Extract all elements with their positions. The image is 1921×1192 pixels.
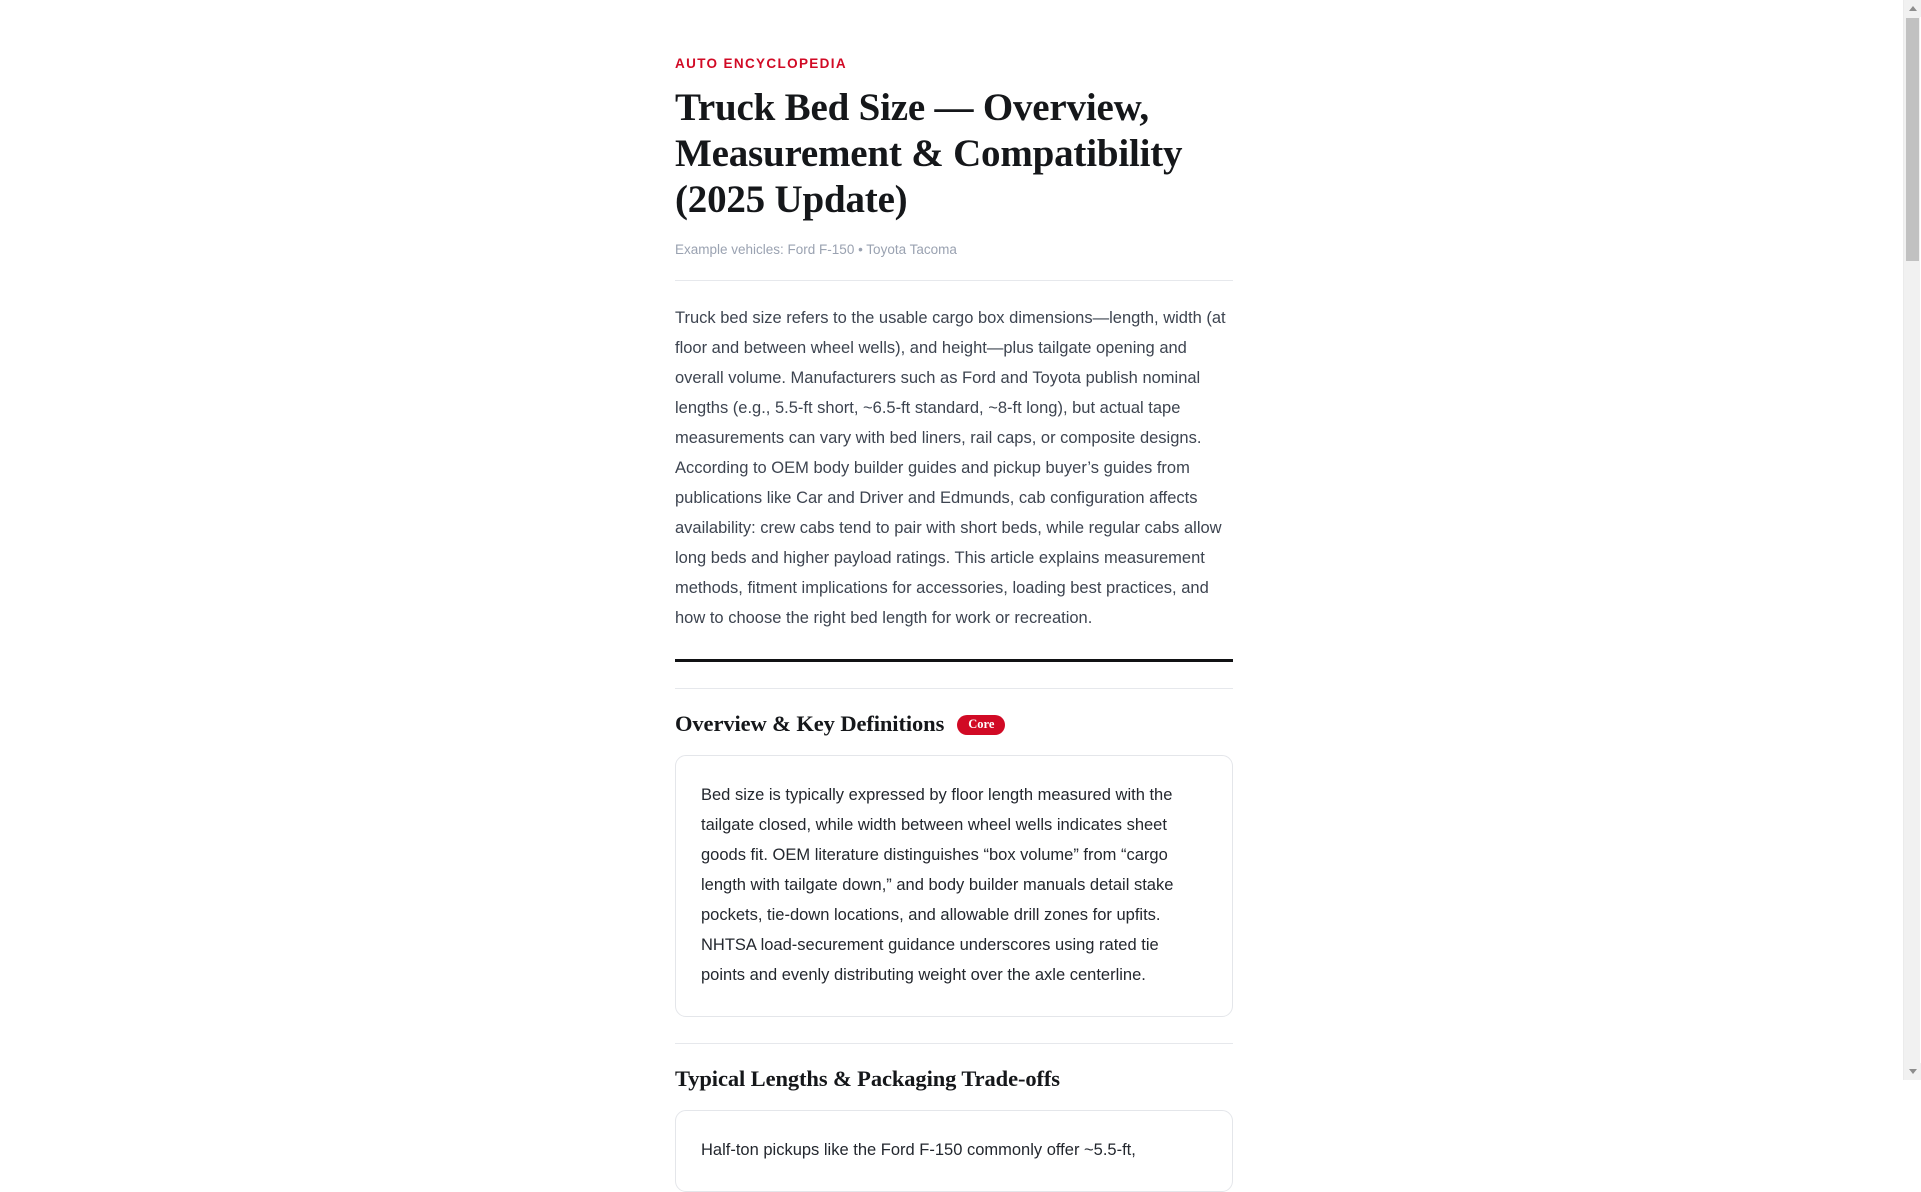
page-title: Truck Bed Size — Overview, Measurement & Compatibility (2025 Update): [675, 86, 1183, 222]
scroll-down-button[interactable]: [1904, 1063, 1921, 1080]
section-header: [675, 711, 1233, 737]
article-byline: Example vehicles: Ford F-150 • Toyota Tacoma: [675, 242, 957, 258]
section-body-text: Half-ton pickups like the Ford F-150 commonly offer ~5.5-ft,: [701, 1141, 1136, 1160]
lede-bottom-rule: [675, 659, 1233, 662]
section-divider: [675, 1043, 1233, 1044]
chevron-down-icon: [1909, 1069, 1917, 1074]
section-card: [675, 755, 1233, 1017]
vertical-scrollbar[interactable]: [1903, 0, 1920, 1080]
section-title: Typical Lengths & Packaging Trade-offs: [675, 1066, 1060, 1092]
section-divider: [675, 688, 1233, 689]
section-overview-and-key-definitions: [675, 688, 1233, 1017]
article-container: [675, 0, 1233, 1192]
chevron-up-icon: [1909, 6, 1917, 11]
section-body-text: Bed size is typically expressed by floor length measured with the tailgate closed, while width between wheel wells indicates sheet goods fit. OEM literature distinguishes “box volume” from “cargo length with tailgate down,” and body builder manuals detail stake pockets, tie-down locations, and allowable drill zones for upfits. NHTSA load-securement guidance underscores using rated tie points and evenly distributing weight over the axle centerline.: [701, 786, 1174, 985]
section-header: [675, 1066, 1233, 1092]
status-badge: Core: [957, 715, 1005, 736]
article-kicker: AUTO ENCYCLOPEDIA: [675, 56, 847, 71]
header-divider: [675, 280, 1233, 281]
scrollbar-thumb[interactable]: [1906, 18, 1919, 261]
section-card: [675, 1110, 1233, 1192]
section-typical-lengths-and-packaging-trade-offs: [675, 1043, 1233, 1192]
section-title: Overview & Key Definitions: [675, 711, 945, 737]
article-lede-paragraph: Truck bed size refers to the usable cargo box dimensions—length, width (at floor and between wheel wells), and height—plus tailgate opening and overall volume. Manufacturers such as Ford and Toyota publish nominal lengths (e.g., 5.5-ft short, ~6.5-ft standard, ~8-ft long), but actual tape measurements can vary with bed liners, rail caps, or composite designs. According to OEM body builder guides and pickup buyer’s guides from publications like Car and Driver and Edmunds, cab configuration affects availability: crew cabs tend to pair with short beds, while regular cabs allow long beds and higher payload ratings. This article explains measurement methods, fitment implications for accessories, loading best practices, and how to choose the right bed length for work or recreation.: [675, 308, 1226, 628]
scroll-up-button[interactable]: [1904, 0, 1921, 17]
